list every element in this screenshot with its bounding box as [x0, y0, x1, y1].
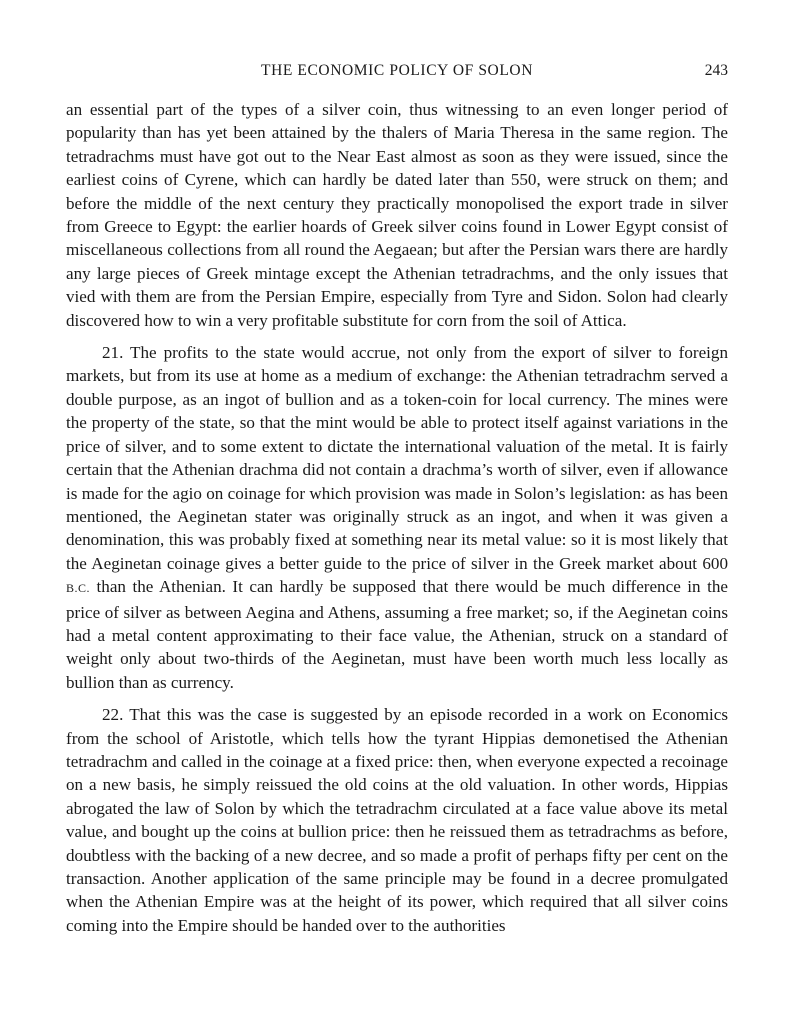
paragraph-22: 22. That this was the case is suggested by an episode recorded in a work on Economics from the school of Aristotle, which tells how the tyrant Hippias demonetised the Athenian tetradrachm and called in the coinage at a fixed price: then, when everyone expected a recoinage on a new basis, he simply reissued the old coins at the old valuation. In other words, Hippias abrogated the law of Solon by which the tetradrachm circulated at a face value above its metal value, and bought up the coins at bullion price: then he reissued them as tetradrachms as before, doubtless with the backing of a new decree, and so made a profit of perhaps fifty per cent on the transaction. Another application of the same principle may be found in a decree promulgated when the Athenian Empire was at the height of its power, which required that all silver coins coming into the Empire should be handed over to the authorities	[66, 705, 728, 935]
book-page	[66, 58, 728, 937]
paragraph-continuation: an essential part of the types of a silver coin, thus witnessing to an even longer period of popularity than has yet been attained by the thalers of Maria Theresa in the same region. The tetradrachms must have got out to the Near East almost as soon as they were issued, since the earliest coins of Cyrene, which can hardly be dated later than 550, were struck on them; and before the middle of the next century they practically monopolised the export trade in silver from Greece to Egypt: the earlier hoards of Greek silver coins found in Lower Egypt consist of miscellaneous collections from all round the Aegaean; but after the Persian wars there are hardly any large pieces of Greek mintage except the Athenian tetradrachms, and the only issues that vied with them are from the Persian Empire, especially from Tyre and Sidon. Solon had clearly discovered how to win a very profitable substitute for corn from the soil of Attica.	[66, 100, 728, 330]
paragraph-21-part-1: 21. The profits to the state would accrue, not only from the export of silver to foreign markets, but from its use at home as a medium of exchange: the Athenian tetradrachm served a double purpose, as an ingot of bullion and as a token-coin for local currency. The mines were the property of the state, so that the mint would be able to protect itself against variations in the price of silver, and to some extent to dictate the international valuation of the metal. It is fairly certain that the Athenian drachma did not contain a drachma’s worth of silver, even if allowance is made for the agio on coinage for which provision was made in Solon’s legislation: as has been mentioned, the Aeginetan stater was originally struck as an ingot, and when it was given a denomination, this was probably fixed at something near its metal value: so it is most likely that the Aeginetan coinage gives a better guide to the price of silver in the Greek market about 600	[66, 343, 728, 573]
running-title: THE ECONOMIC POLICY OF SOLON	[261, 62, 533, 79]
era-abbreviation: B.C.	[66, 581, 91, 596]
body-text	[66, 98, 728, 937]
running-header	[66, 58, 728, 86]
paragraph-21-part-2: than the Athenian. It can hardly be supposed that there would be much difference in the price of silver as between Aegina and Athens, assuming a free market; so, if the Aeginetan coins had a metal content approximating to their face value, the Athenian, struck on a standard of weight only about two-thirds of the Aeginetan, must have been worth much less locally as bullion than as currency.	[66, 577, 728, 692]
paragraph-21	[66, 341, 728, 694]
page-number: 243	[704, 62, 728, 79]
